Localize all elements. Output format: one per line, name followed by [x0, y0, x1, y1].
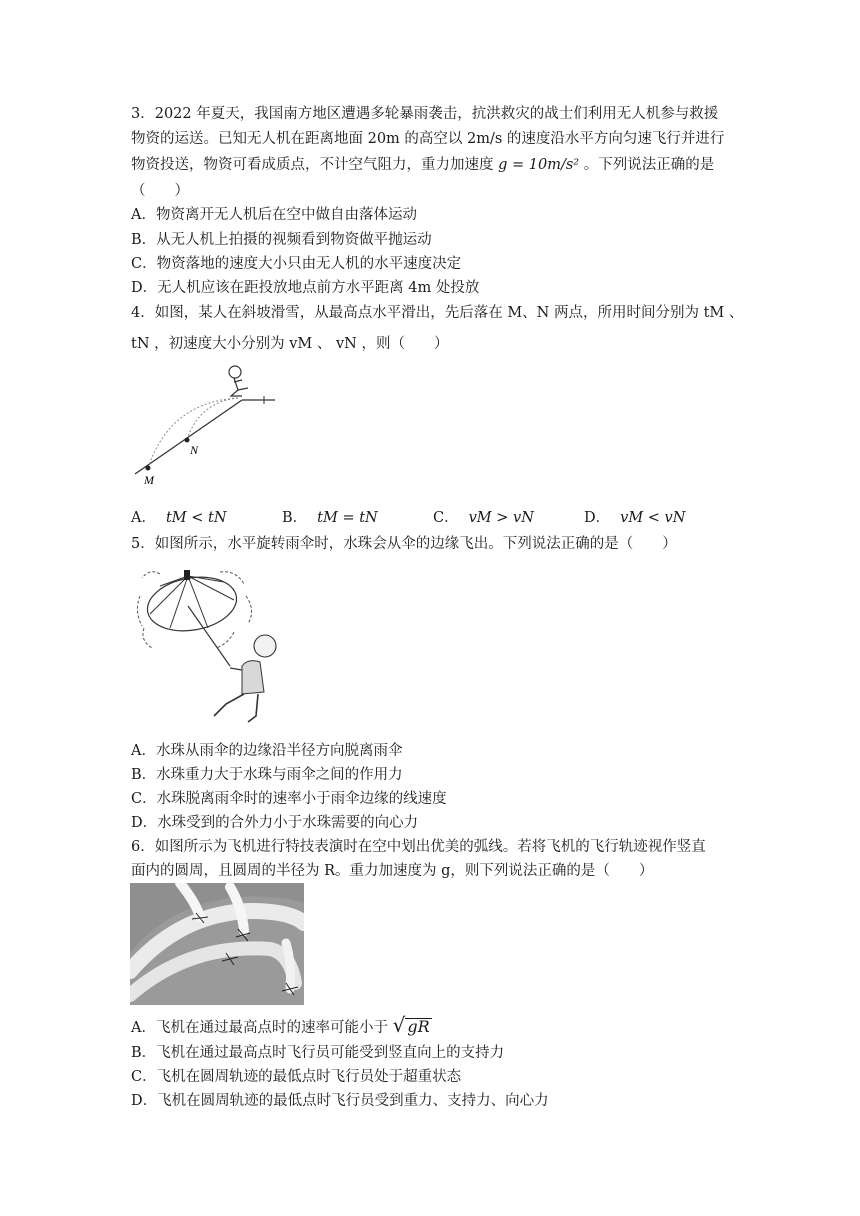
- q3-option-b: B．从无人机上拍摄的视频看到物资做平抛运动: [131, 232, 432, 248]
- q6-option-c: C．飞机在圆周轨迹的最低点时飞行员处于超重状态: [131, 1069, 462, 1085]
- q6-option-d: D．飞机在圆周轨迹的最低点时飞行员受到重力、支持力、向心力: [131, 1093, 549, 1109]
- q3-stem-text-a: 物资投送，物资可看成质点，不计空气阻力，重力加速度: [131, 157, 494, 173]
- q6-stem-line-1: 6．如图所示为飞机进行特技表演时在空中划出优美的弧线。若将飞机的飞行轨迹视作竖直: [131, 839, 706, 855]
- q3-stem-line-1: 3．2022 年夏天，我国南方地区遭遇多轮暴雨袭击，抗洪救灾的战士们利用无人机参与救援: [131, 106, 719, 122]
- sqrt-symbol: √: [392, 1013, 406, 1037]
- q3-option-a: A．物资离开无人机后在空中做自由落体运动: [131, 207, 417, 223]
- point-m: [146, 466, 151, 471]
- umbrella-figure: [130, 566, 280, 726]
- q4-option-c: C． vM > vN: [433, 510, 534, 526]
- q5-option-d: D．水珠受到的合外力小于水珠需要的向心力: [131, 815, 419, 831]
- q4-option-a: A． tM < tN: [131, 510, 227, 526]
- q4-stem-line-1: 4．如图，某人在斜坡滑雪，从最高点水平滑出，先后落在 M、N 两点，所用时间分别为 tM 、: [131, 305, 744, 321]
- ski-slope-figure: [130, 362, 280, 492]
- q5-option-c: C．水珠脱离雨伞时的速率小于雨伞边缘的线速度: [131, 791, 447, 807]
- q3-stem-line-2: 物资的运送。已知无人机在距离地面 20m 的高空以 2m/s 的速度沿水平方向匀速飞行并进行: [131, 131, 725, 147]
- q3-option-d: D．无人机应该在距投放地点前方水平距离 4m 处投放: [131, 280, 480, 296]
- q6-option-a: A．飞机在通过最高点时的速率可能小于 √ gR: [131, 1013, 430, 1037]
- q5-option-a: A．水珠从雨伞的边缘沿半径方向脱离雨伞: [131, 743, 403, 759]
- q4-option-b: B． tM = tN: [282, 510, 378, 526]
- label-n: N: [190, 443, 199, 457]
- q3-stem-text-b: 。下列说法正确的是: [583, 157, 715, 173]
- q5-stem-line-1: 5．如图所示，水平旋转雨伞时，水珠会从伞的边缘飞出。下列说法正确的是（ ）: [131, 536, 677, 552]
- aerobatic-planes-photo: [130, 883, 304, 1005]
- q3-stem-line-3: [131, 154, 714, 176]
- point-n: [185, 438, 190, 443]
- sqrt-gr: gR: [407, 1017, 430, 1036]
- q4-stem-line-2: tN ，初速度大小分别为 vM 、 vN ，则（ ）: [131, 336, 449, 352]
- q6-stem-line-2: 面内的圆周，且圆周的半径为 R。重力加速度为 g，则下列说法正确的是（ ）: [131, 863, 654, 879]
- q3-option-c: C．物资落地的速度大小只由无人机的水平速度决定: [131, 256, 462, 272]
- q5-option-b: B．水珠重力大于水珠与雨伞之间的作用力: [131, 767, 403, 783]
- label-m: M: [144, 473, 154, 487]
- q3-gravity-formula: g = 10m/s²: [498, 157, 580, 173]
- q4-option-d: D． vM < vN: [584, 510, 686, 526]
- q6-option-b: B．飞机在通过最高点时飞行员可能受到竖直向上的支持力: [131, 1045, 505, 1061]
- q3-answer-bracket: （ ）: [131, 183, 189, 199]
